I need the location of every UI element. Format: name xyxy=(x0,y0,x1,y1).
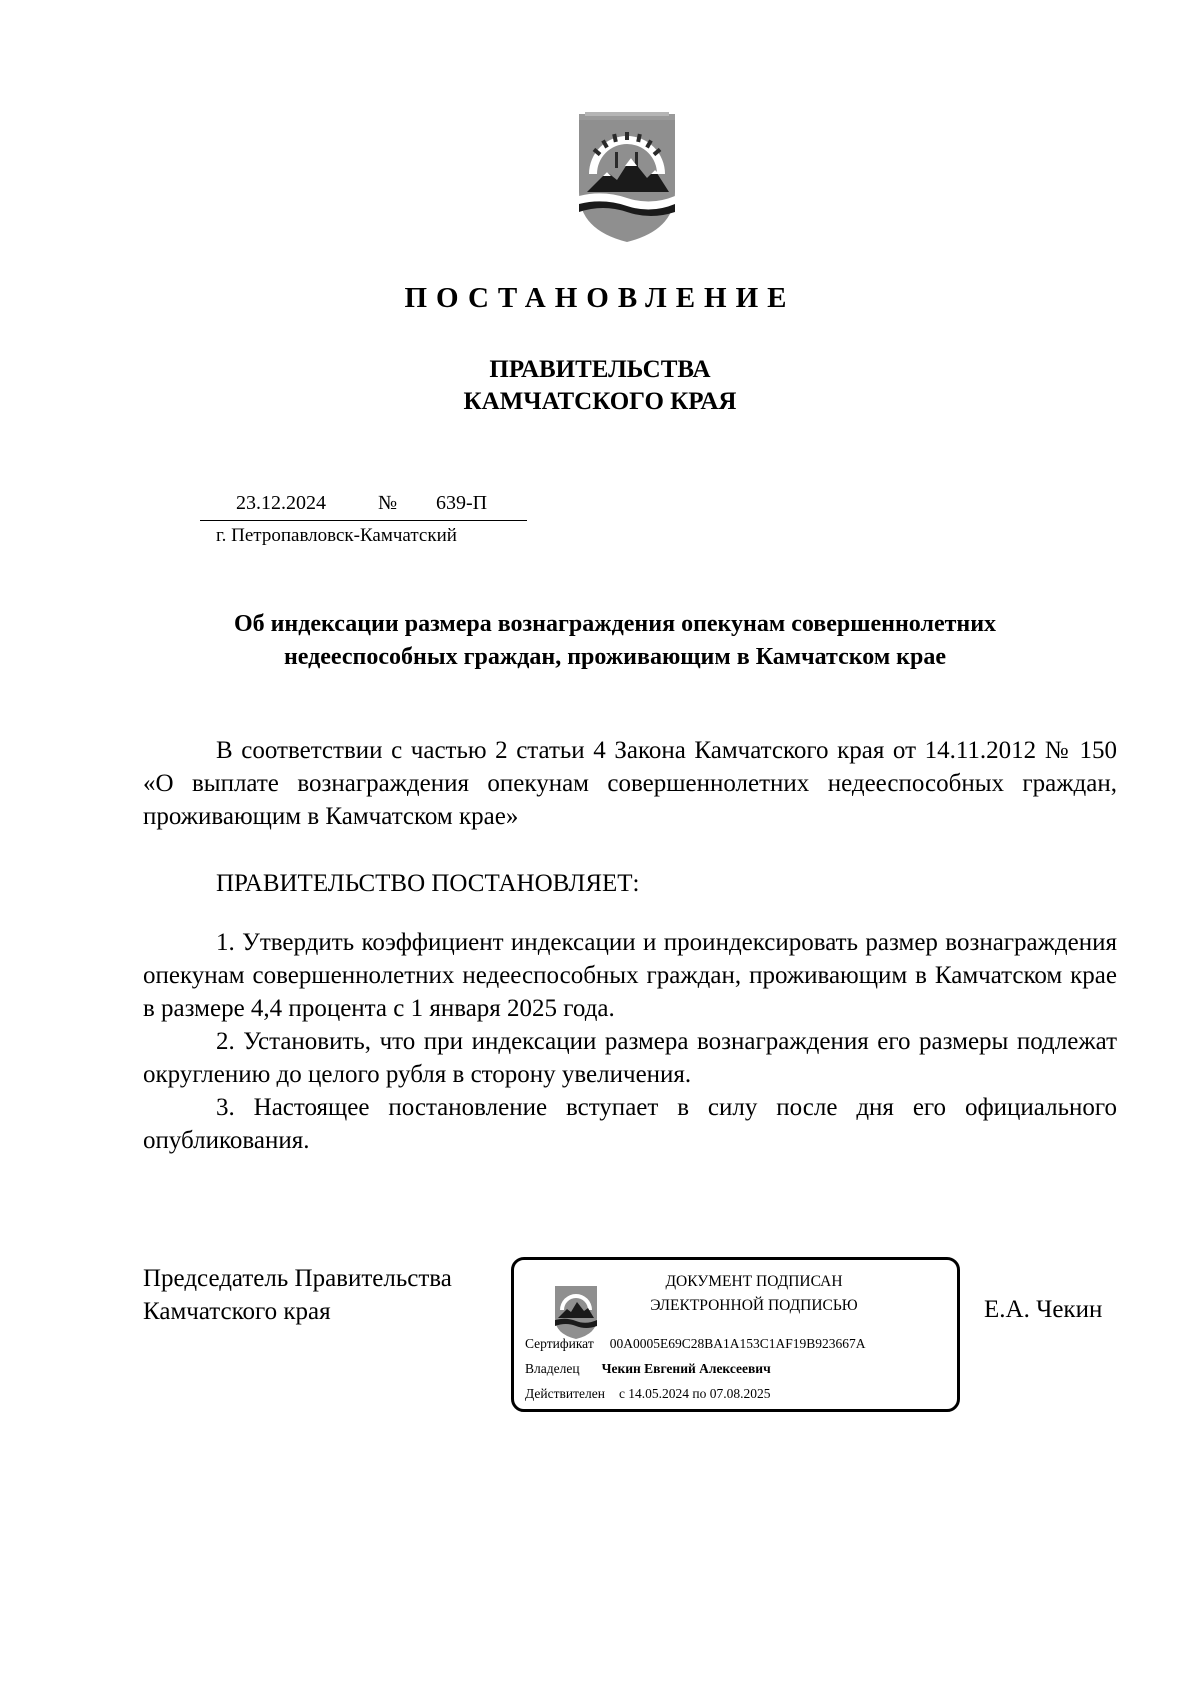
signatory-position-line-1: Председатель Правительства xyxy=(143,1265,452,1292)
owner-value: Чекин Евгений Алексеевич xyxy=(601,1361,771,1376)
number-sign: № xyxy=(378,492,398,514)
kamchatka-coat-of-arms-icon xyxy=(573,112,681,244)
validity-row xyxy=(525,1386,771,1402)
owner-label: Владелец xyxy=(525,1361,580,1376)
certificate-row xyxy=(525,1336,866,1352)
issue-city: г. Петропавловск-Камчатский xyxy=(216,525,457,546)
item-3: 3. Настоящее постановление вступает в силу после дня его официального опубликования. xyxy=(143,1094,1117,1154)
validity-value: с 14.05.2024 по 07.08.2025 xyxy=(618,1386,771,1401)
stamp-heading-1: ДОКУМЕНТ ПОДПИСАН xyxy=(665,1273,843,1290)
resolves-heading: ПРАВИТЕЛЬСТВО ПОСТАНОВЛЯЕТ: xyxy=(216,870,640,897)
signatory-name: Е.А. Чекин xyxy=(984,1296,1103,1323)
document-number: 639-П xyxy=(436,492,488,514)
preamble-block xyxy=(143,734,1117,833)
certificate-label: Сертификат xyxy=(525,1336,594,1351)
date-number-line xyxy=(200,490,527,521)
items-block xyxy=(143,926,1117,1157)
issuer-line-1: ПРАВИТЕЛЬСТВА xyxy=(489,356,711,383)
certificate-value: 00A0005E69C28BA1A153C1AF19B923667A xyxy=(609,1336,866,1351)
owner-row xyxy=(525,1361,771,1377)
signatory-position-line-2: Камчатского края xyxy=(143,1298,331,1325)
item-2: 2. Установить, что при индексации размера вознаграждения его размеры подлежат округлению до целого рубля в сторону увеличения. xyxy=(143,1028,1117,1088)
signatory-position xyxy=(143,1262,452,1328)
stamp-heading-2: ЭЛЕКТРОННОЙ ПОДПИСЬЮ xyxy=(650,1297,858,1314)
document-date: 23.12.2024 xyxy=(236,492,326,514)
validity-label: Действителен xyxy=(525,1386,605,1401)
kamchatka-coat-of-arms-icon xyxy=(552,1282,600,1340)
document-title: ПОСТАНОВЛЕНИЕ xyxy=(404,282,796,314)
item-1: 1. Утвердить коэффициент индексации и проиндексировать размер вознаграждения опекунам совершеннолетних недееспособных граждан, проживающим в Камчатском крае в размере 4,4 процента с 1 января 2025 года. xyxy=(143,929,1117,1022)
subject-line-1: Об индексации размера вознаграждения опекунам совершеннолетних xyxy=(233,611,997,637)
issuer-line-2: КАМЧАТСКОГО КРАЯ xyxy=(463,388,737,415)
preamble-text: В соответствии с частью 2 статьи 4 Закона Камчатского края от 14.11.2012 № 150 «О выплате вознаграждения опекунам совершеннолетних недееспособных граждан, проживающим в Камчатском крае» xyxy=(143,737,1117,830)
subject-line-2: недееспособных граждан, проживающим в Камчатском крае xyxy=(283,644,947,670)
electronic-signature-stamp xyxy=(511,1257,960,1412)
